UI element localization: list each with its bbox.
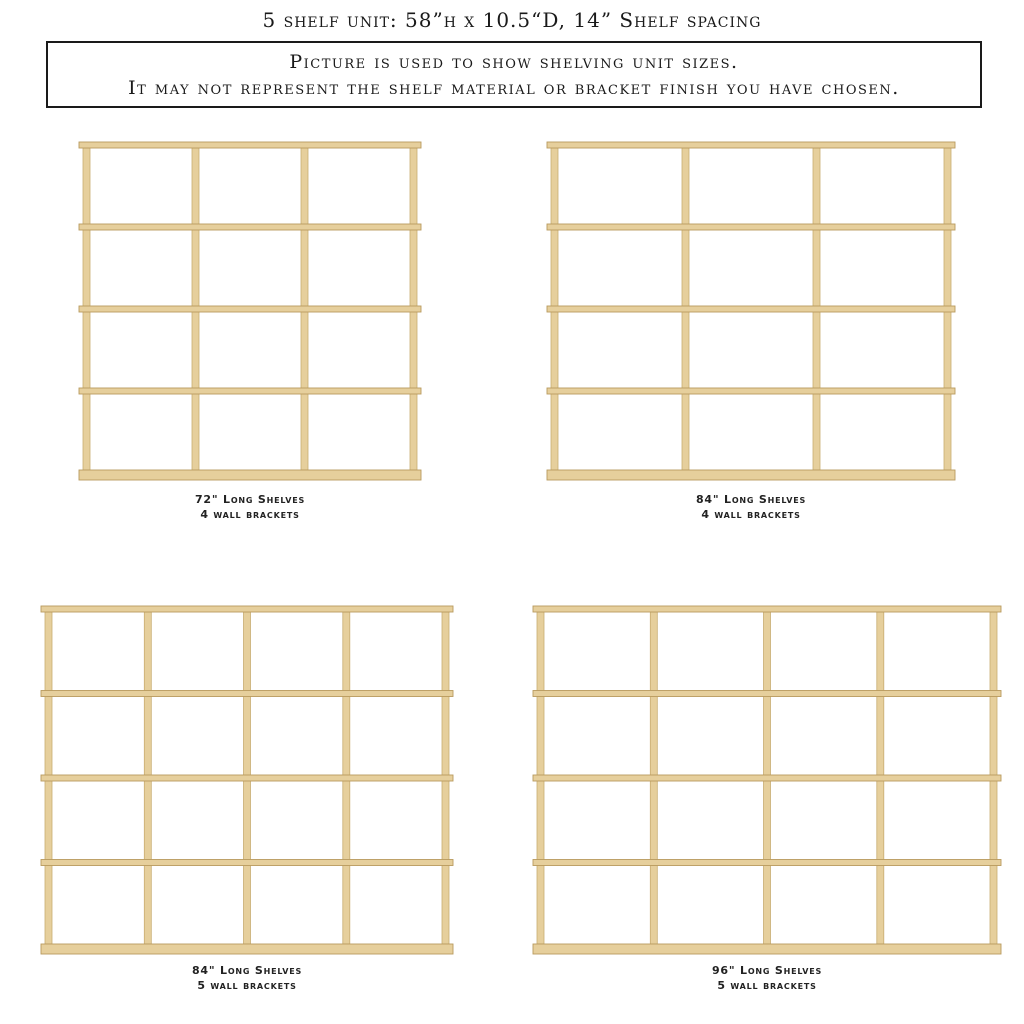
shelf-board: [79, 388, 421, 394]
unit-caption: [40, 963, 454, 993]
shelf-board: [533, 775, 1001, 781]
bracket-count-label: 4 wall brackets: [200, 508, 300, 521]
shelf-unit-illustration: [546, 140, 956, 482]
bottom-shelf: [533, 944, 1001, 954]
bracket-count-label: 5 wall brackets: [197, 979, 297, 992]
unit-caption: [546, 492, 956, 522]
shelf-board: [41, 775, 453, 781]
shelf-unit-84-inch-5-brackets: [40, 604, 454, 956]
shelf-board: [79, 224, 421, 230]
shelf-length-label: 96" Long Shelves: [711, 964, 823, 977]
disclaimer-line-1: Picture is used to show shelving unit sizes.: [289, 51, 739, 73]
bottom-shelf: [79, 470, 421, 480]
bracket-count-label: 4 wall brackets: [701, 508, 801, 521]
disclaimer-line-2: It may not represent the shelf material or bracket finish you have chosen.: [128, 77, 900, 99]
shelf-unit-96-inch-5-brackets: [532, 604, 1002, 956]
unit-caption: [78, 492, 422, 522]
shelf-unit-72-inch-4-brackets: [78, 140, 422, 482]
shelf-unit-84-inch-4-brackets: [546, 140, 956, 482]
shelf-board: [79, 306, 421, 312]
bracket-count-label: 5 wall brackets: [717, 979, 817, 992]
bottom-shelf: [547, 470, 955, 480]
shelf-unit-illustration: [78, 140, 422, 482]
shelf-board: [41, 691, 453, 697]
shelf-board: [41, 860, 453, 866]
shelf-board: [547, 224, 955, 230]
shelf-unit-illustration: [40, 604, 454, 956]
shelf-board: [547, 142, 955, 148]
shelf-unit-illustration: [532, 604, 1002, 956]
shelf-board: [533, 860, 1001, 866]
shelf-board: [547, 388, 955, 394]
shelf-board: [41, 606, 453, 612]
shelf-length-label: 84" Long Shelves: [191, 964, 303, 977]
shelf-board: [547, 306, 955, 312]
shelf-length-label: 84" Long Shelves: [695, 493, 807, 506]
shelf-board: [533, 691, 1001, 697]
page-title: 5 shelf unit: 58”h x 10.5“D, 14” Shelf spacing: [262, 8, 762, 32]
shelf-board: [79, 142, 421, 148]
disclaimer-box: [46, 41, 982, 108]
unit-caption: [532, 963, 1002, 993]
shelf-length-label: 72" Long Shelves: [194, 493, 306, 506]
bottom-shelf: [41, 944, 453, 954]
shelf-board: [533, 606, 1001, 612]
